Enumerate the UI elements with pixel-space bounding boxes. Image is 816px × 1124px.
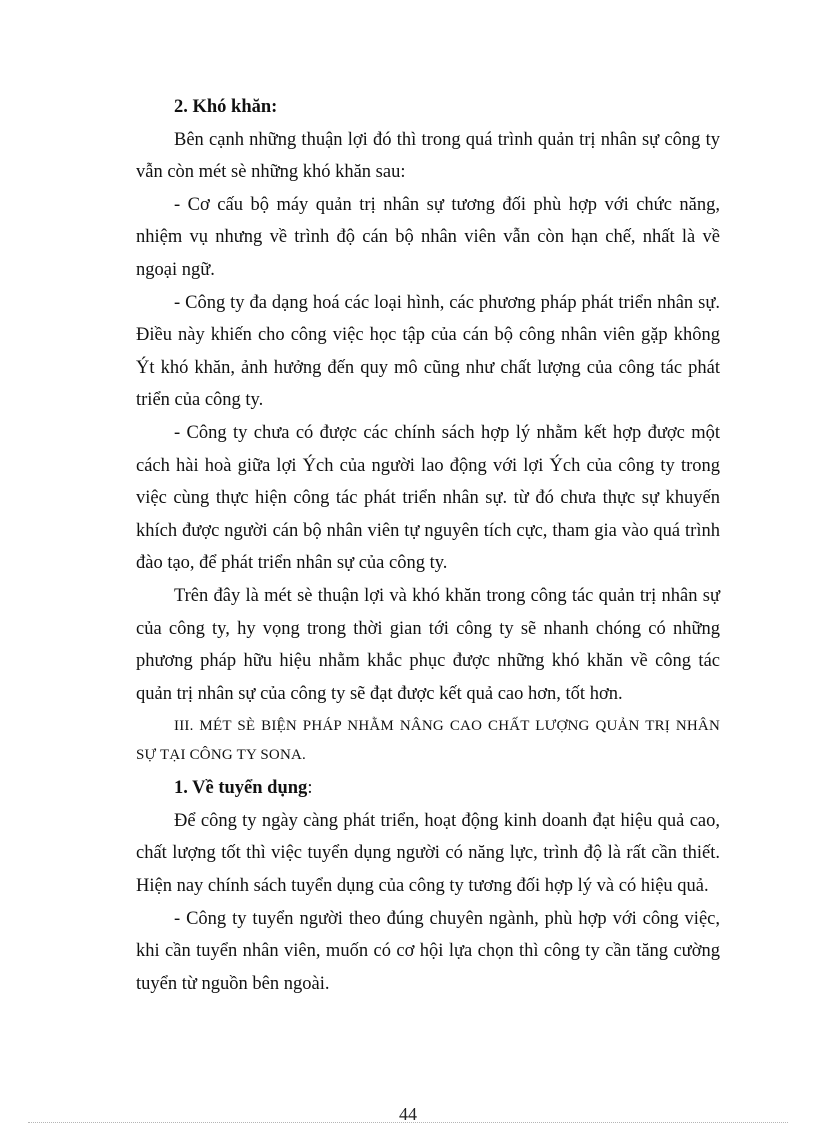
heading-recruitment-colon: :: [307, 778, 313, 799]
heading-difficulties: 2. Khó khăn:: [174, 97, 278, 117]
section-title: III. MÉT SÈ BIỆN PHÁP NHẰM NÂNG CAO CHẤT LƯỢNG QUẢN TRỊ NHÂN SỰ TẠI CÔNG TY SONA.: [136, 718, 720, 764]
heading-recruitment-label: 1. Về tuyển dụng: [174, 778, 308, 799]
page-number: 44: [399, 1104, 417, 1124]
heading-recruitment: [136, 772, 720, 805]
paragraph: Trên đây là mét sè thuận lợi và khó khăn trong công tác quản trị nhân sự của công ty, hy vọng trong thời gian tới công ty sẽ nhanh chóng có những phương pháp hữu hiệu nhằm khắc phục được những khó khăn về công tác quản trị nhân sự của công ty sẽ đạt được kết quả cao hơn, tốt hơn.: [136, 585, 720, 704]
paragraph: - Cơ cấu bộ máy quản trị nhân sự tương đối phù hợp với chức năng, nhiệm vụ nhưng về trình độ cán bộ nhân viên vẫn còn hạn chế, nhất là về ngoại ngữ.: [136, 194, 720, 280]
paragraph: Để công ty ngày càng phát triển, hoạt động kinh doanh đạt hiệu quả cao, chất lượng tốt thì việc tuyển dụng người có năng lực, trình độ là rất cần thiết. Hiện nay chính sách tuyển dụng của công ty tương đối hợp lý và có hiệu quả.: [136, 810, 720, 897]
paragraph: - Công ty đa dạng hoá các loại hình, các phương pháp phát triển nhân sự. Điều này khiến cho công việc học tập của cán bộ công nhân viên gặp không Ýt khó khăn, ảnh hưởng đến quy mô cũng như chất lượng của công tác phát triển của công ty.: [136, 292, 720, 411]
paragraph: - Công ty tuyển người theo đúng chuyên ngành, phù hợp với công việc, khi cần tuyển nhân viên, muốn có cơ hội lựa chọn thì công ty cần tăng cường tuyển từ nguồn bên ngoài.: [136, 908, 720, 994]
body-text: [136, 91, 720, 1000]
paragraph: - Công ty chưa có được các chính sách hợp lý nhằm kết hợp được một cách hài hoà giữa lợi Ých của người lao động với lợi Ých của công ty trong việc cùng thực hiện công tác phát triển nhân sự. từ đó chưa thực sự khuyến khích được người cán bộ nhân viên tự nguyên tích cực, tham gia vào quá trình đào tạo, để phát triển nhân sự của công ty.: [136, 422, 720, 574]
section-title-container: [136, 712, 720, 770]
paragraph: Bên cạnh những thuận lợi đó thì trong quá trình quản trị nhân sự công ty vẫn còn mét sè những khó khăn sau:: [136, 129, 720, 183]
